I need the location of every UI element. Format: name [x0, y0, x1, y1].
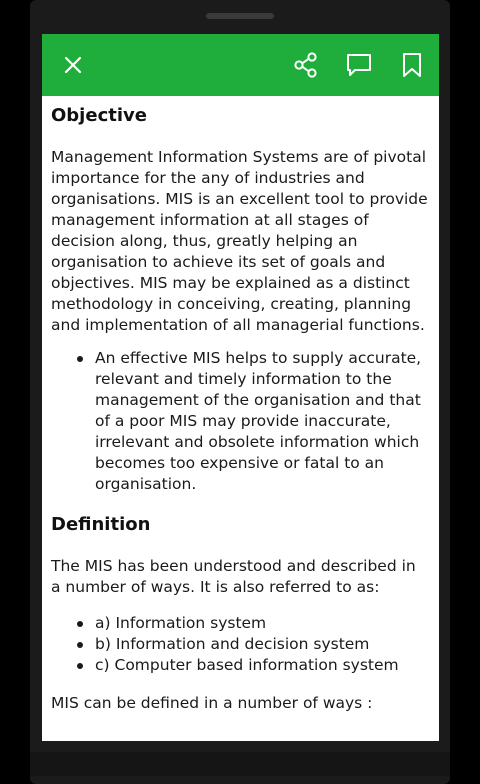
- article-content: [42, 96, 439, 741]
- objective-heading: Objective: [51, 105, 147, 126]
- app-screen: [42, 34, 439, 741]
- objective-paragraph: Management Information Systems are of pivotal importance for the any of industries and organisations. MIS is an excellent tool to provide management information at all stages of decision along, thus, greatly helping an organisation to achieve its set of goals and objectives. MIS may be explained as a distinct methodology in conceiving, creating, planning and implementation of all managerial functions.: [51, 148, 428, 334]
- device-frame: [30, 0, 450, 784]
- bookmark-icon[interactable]: [397, 50, 427, 80]
- closing-paragraph: MIS can be defined in a number of ways :: [51, 694, 373, 712]
- app-toolbar: [42, 34, 439, 96]
- share-icon[interactable]: [291, 50, 321, 80]
- definition-paragraph: The MIS has been understood and described in a number of ways. It is also referred to as:: [51, 557, 416, 596]
- device-speaker: [206, 13, 274, 19]
- definition-heading: Definition: [51, 514, 151, 535]
- list-item: b) Information and decision system: [95, 634, 430, 655]
- objective-bullet-list: [51, 348, 430, 495]
- close-icon[interactable]: [58, 50, 88, 80]
- list-item: An effective MIS helps to supply accurate, relevant and timely information to the management of the organisation and that of a poor MIS may provide inaccurate, irrelevant and obsolete information which becomes too expensive or fatal to an organisation.: [95, 348, 430, 495]
- comment-icon[interactable]: [344, 50, 374, 80]
- list-item: c) Computer based information system: [95, 655, 430, 676]
- list-item: a) Information system: [95, 613, 430, 634]
- device-bottom-bar: [30, 752, 450, 776]
- definition-bullet-list: [51, 613, 430, 676]
